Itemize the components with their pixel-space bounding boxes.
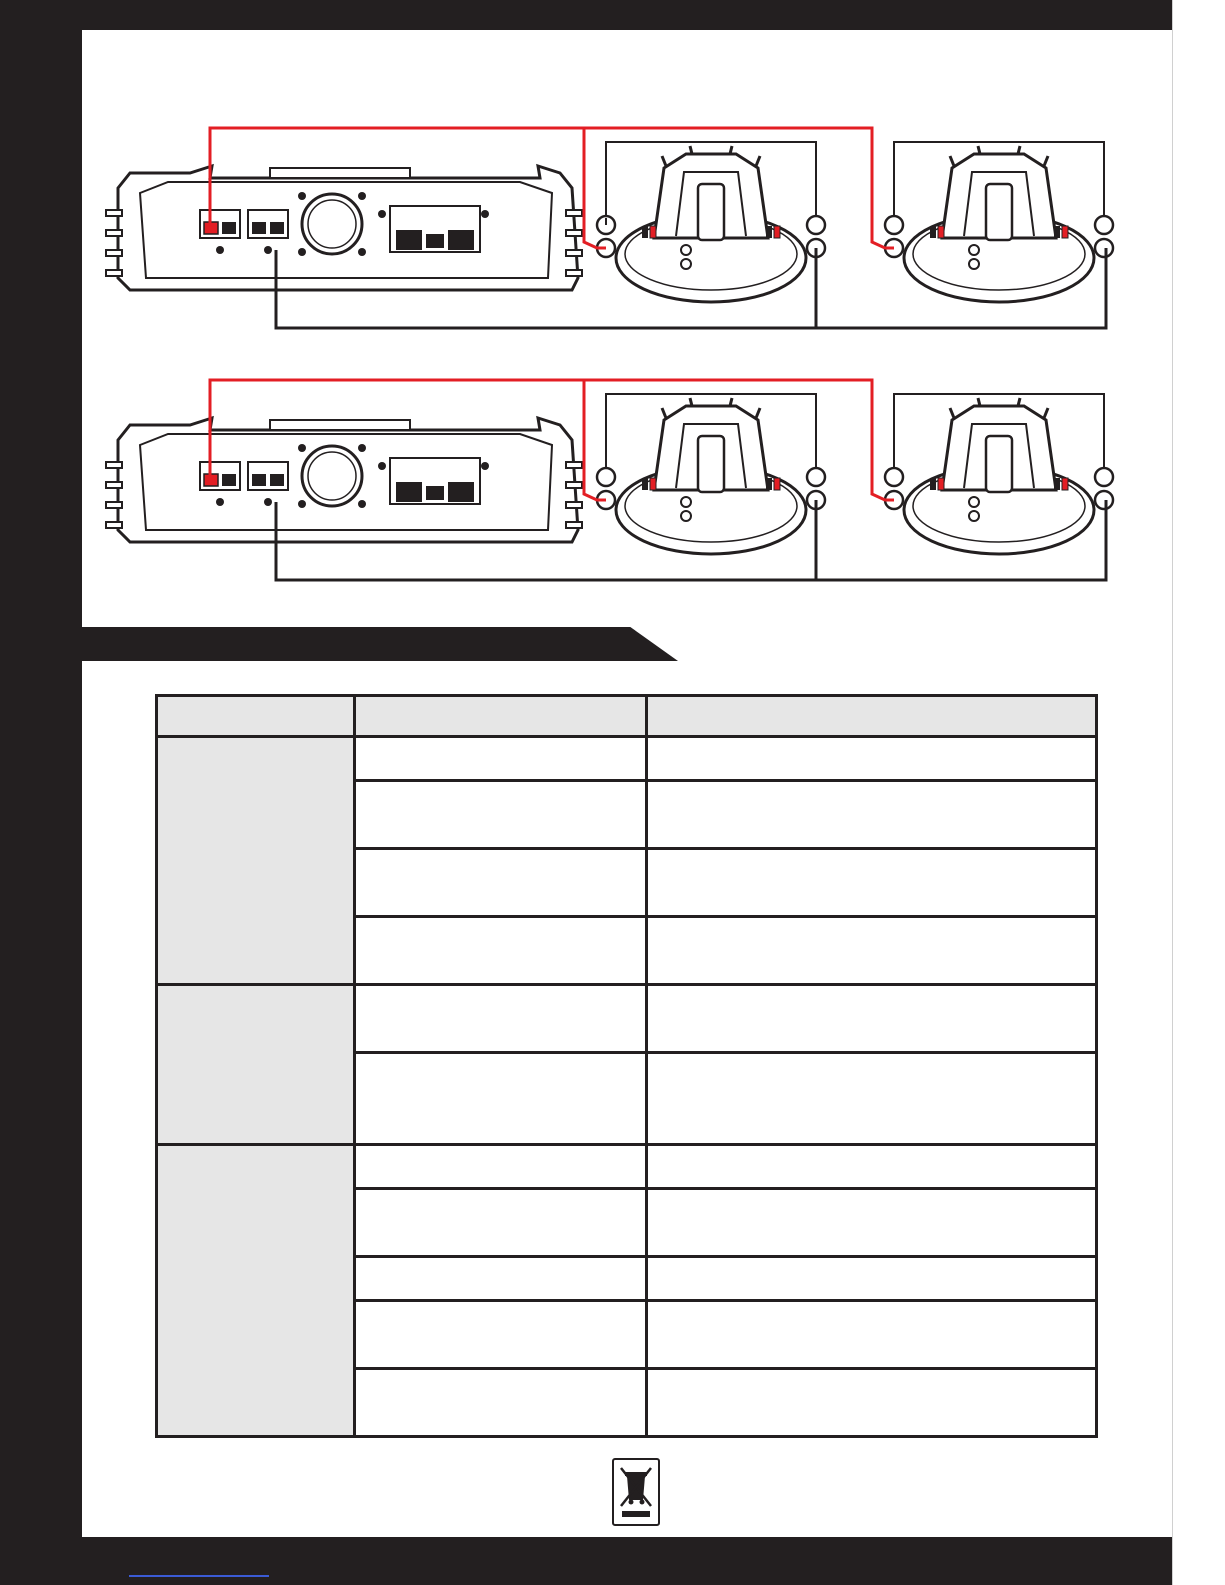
subwoofer-1a: [597, 142, 825, 302]
footer-link-underline[interactable]: [129, 1575, 269, 1577]
table-cell: [355, 1189, 647, 1257]
specifications-table: [155, 694, 1098, 1438]
table-cell: [647, 849, 1097, 917]
category-cell: [157, 985, 355, 1145]
frame-bottom: [0, 1537, 1172, 1585]
table-cell: [355, 1053, 647, 1145]
table-cell: [355, 917, 647, 985]
subwoofer-2a: [597, 394, 825, 554]
table-cell: [647, 1257, 1097, 1301]
table-cell: [647, 917, 1097, 985]
section-banner: [82, 627, 678, 661]
table-cell: [647, 737, 1097, 781]
category-cell: [157, 1145, 355, 1437]
table-cell: [355, 781, 647, 849]
table-cell: [355, 1369, 647, 1437]
amplifier-2: [106, 418, 582, 542]
table-cell: [647, 1189, 1097, 1257]
table-cell: [647, 781, 1097, 849]
amplifier-1: [106, 166, 582, 290]
table-row: [157, 1145, 1097, 1189]
subwoofer-1b: [885, 142, 1113, 302]
table-cell: [355, 1301, 647, 1369]
table-cell: [647, 1369, 1097, 1437]
subwoofer-2b: [885, 394, 1113, 554]
table-cell: [355, 1257, 647, 1301]
table-header: [647, 696, 1097, 737]
crossed-out-wheelie-bin-icon: [612, 1458, 660, 1526]
table-cell: [647, 1053, 1097, 1145]
frame-top: [0, 0, 1172, 30]
table-header: [157, 696, 355, 737]
table-header-row: [157, 696, 1097, 737]
table-row: [157, 985, 1097, 1053]
table-cell: [355, 849, 647, 917]
category-cell: [157, 737, 355, 985]
table-cell: [647, 985, 1097, 1053]
table-row: [157, 737, 1097, 781]
wiring-diagram-1: [100, 118, 1120, 338]
wiring-diagram-2: [100, 370, 1120, 590]
table-cell: [355, 1145, 647, 1189]
table-cell: [647, 1301, 1097, 1369]
page-edge: [1172, 0, 1173, 1585]
table-cell: [355, 985, 647, 1053]
frame-left: [0, 0, 82, 1585]
table-cell: [355, 737, 647, 781]
table-header: [355, 696, 647, 737]
table-cell: [647, 1145, 1097, 1189]
